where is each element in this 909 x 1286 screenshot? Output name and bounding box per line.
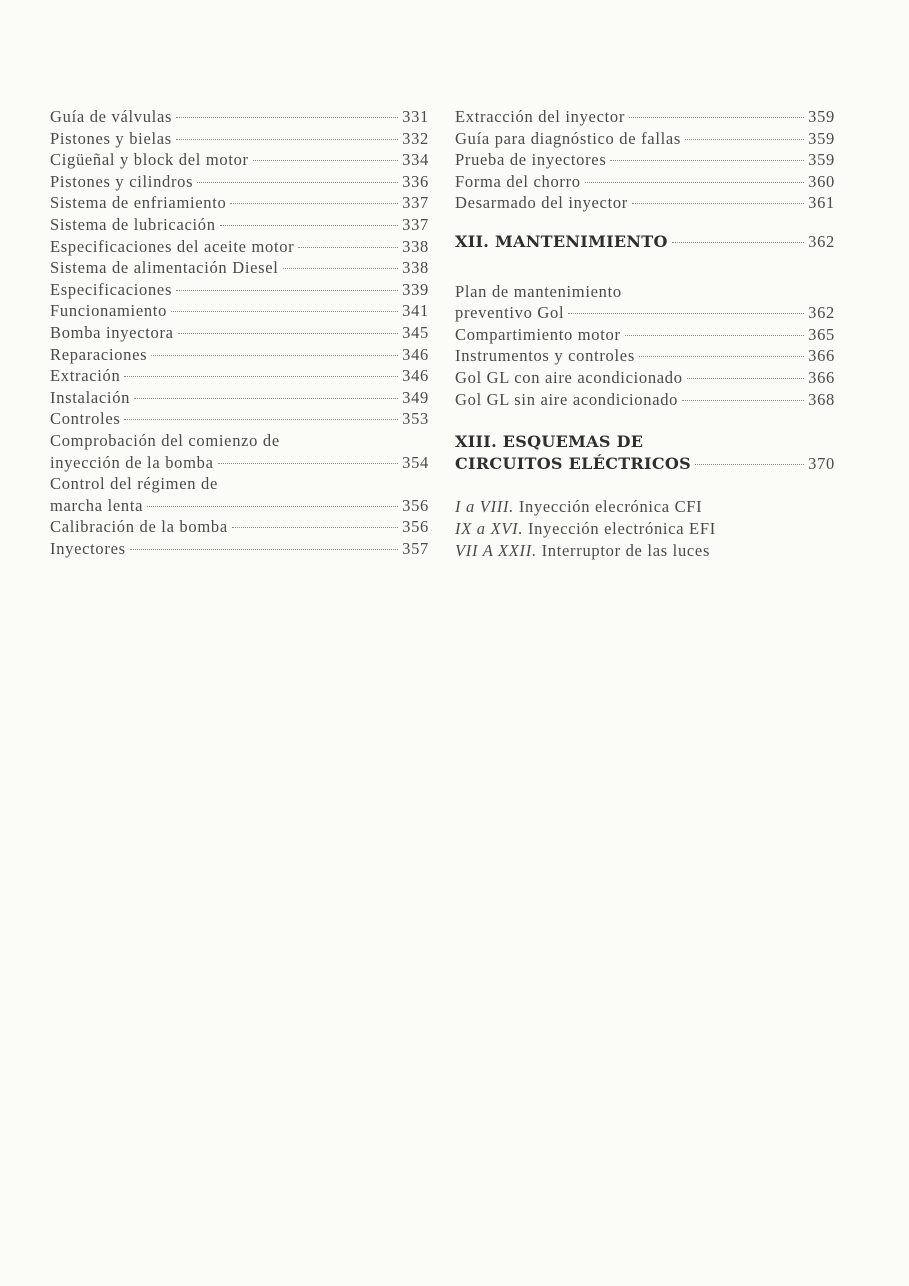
toc-entry[interactable] — [50, 365, 429, 387]
entry-page: 341 — [402, 301, 429, 321]
dot-leader — [230, 203, 398, 204]
entry-page: 366 — [808, 367, 835, 387]
dot-leader — [171, 311, 398, 312]
entry-label: Cigüeñal y block del motor — [50, 150, 249, 170]
entry-label: Pistones y bielas — [50, 128, 172, 148]
entry-label: Guía de válvulas — [50, 107, 173, 126]
entry-page: 349 — [402, 387, 429, 407]
entry-label: Especificaciones — [50, 279, 173, 299]
entry-page: 361 — [808, 193, 835, 213]
dot-leader — [695, 464, 804, 465]
dot-leader — [176, 117, 398, 118]
entry-label-line1: Control del régimen de — [50, 474, 218, 494]
entry-page: 362 — [808, 303, 835, 323]
toc-entry[interactable] — [50, 149, 429, 171]
toc-entry[interactable] — [455, 367, 835, 389]
circuit-item[interactable] — [455, 496, 835, 518]
toc-entry[interactable] — [455, 149, 835, 171]
toc-entry[interactable] — [50, 387, 429, 409]
section-page: 362 — [808, 231, 835, 251]
dot-leader — [232, 527, 398, 528]
dot-leader — [218, 463, 399, 464]
dot-leader — [283, 268, 399, 269]
dot-leader — [176, 139, 398, 140]
toc-entry[interactable] — [50, 236, 429, 258]
toc-right-column — [455, 106, 835, 561]
entry-label: Guía para diagnóstico de fallas — [455, 128, 682, 148]
circuit-item[interactable] — [455, 540, 835, 562]
entry-label: Calibración de la bomba — [50, 517, 228, 537]
entry-label: Sistema de enfriamiento — [50, 193, 227, 213]
entry-page: 359 — [808, 128, 835, 148]
entry-label: Funcionamiento — [50, 301, 168, 321]
entry-page: 356 — [402, 495, 429, 515]
entry-label: Sistema de alimentación Diesel — [50, 258, 279, 278]
toc-entry[interactable] — [50, 322, 429, 344]
entry-label: Forma del chorro — [455, 171, 581, 191]
toc-entry[interactable] — [50, 192, 429, 214]
toc-entry[interactable] — [50, 257, 429, 279]
toc-entry[interactable] — [50, 538, 429, 560]
entry-page: 346 — [402, 344, 429, 364]
circuit-item[interactable] — [455, 518, 835, 540]
dot-leader — [585, 182, 804, 183]
dot-leader — [220, 225, 398, 226]
section-page: 370 — [808, 453, 835, 473]
section-title: XII. MANTENIMIENTO — [455, 231, 668, 251]
entry-page: 366 — [808, 346, 835, 366]
toc-entry[interactable] — [50, 452, 429, 474]
entry-page: 345 — [402, 322, 429, 342]
entry-page: 353 — [402, 409, 429, 429]
toc-entry[interactable] — [455, 192, 835, 214]
toc-entry[interactable] — [455, 171, 835, 193]
toc-entry[interactable] — [50, 516, 429, 538]
toc-entry[interactable] — [50, 128, 429, 150]
dot-leader — [298, 247, 398, 248]
entry-label: Compartimiento motor — [455, 324, 621, 344]
section-heading-xii[interactable] — [455, 231, 835, 253]
dot-leader — [629, 117, 804, 118]
circuit-label: Inyección elecrónica CFI — [518, 497, 703, 517]
entry-label: Controles — [50, 409, 121, 429]
entry-label: Gol GL sin aire acondicionado — [455, 389, 679, 409]
dot-leader — [151, 355, 398, 356]
section-title: CIRCUITOS ELÉCTRICOS — [455, 453, 691, 473]
entry-page: 338 — [402, 258, 429, 278]
entry-label: Bomba inyectora — [50, 322, 174, 342]
toc-entry[interactable] — [50, 279, 429, 301]
dot-leader — [672, 242, 804, 243]
dot-leader — [610, 160, 804, 161]
dot-leader — [134, 398, 398, 399]
entry-label: Extración — [50, 366, 121, 386]
entry-page: 336 — [402, 171, 429, 191]
entry-label: Prueba de inyectores — [455, 150, 607, 170]
entry-page: 334 — [402, 150, 429, 170]
entry-page: 332 — [402, 128, 429, 148]
toc-entry[interactable] — [455, 389, 835, 411]
dot-leader — [568, 313, 804, 314]
toc-entry[interactable] — [50, 171, 429, 193]
circuit-range: IX a XVI. — [455, 518, 524, 538]
entry-label: marcha lenta — [50, 495, 144, 515]
section-heading-xiii-line1[interactable]: XIII. ESQUEMAS DE — [455, 432, 644, 452]
entry-page: 354 — [402, 452, 429, 472]
toc-entry[interactable] — [455, 324, 835, 346]
entry-label: Instalación — [50, 387, 131, 407]
dot-leader — [178, 333, 398, 334]
entry-page: 331 — [402, 107, 429, 126]
entry-label: Sistema de lubricación — [50, 214, 216, 234]
entry-page: 359 — [808, 107, 835, 126]
entry-label: Inyectores — [50, 538, 126, 558]
dot-leader — [682, 400, 804, 401]
entry-page: 357 — [402, 538, 429, 558]
toc-entry[interactable] — [50, 344, 429, 366]
section-heading-xiii[interactable] — [455, 453, 835, 475]
dot-leader — [197, 182, 398, 183]
entry-label: Gol GL con aire acondicionado — [455, 367, 683, 387]
dot-leader — [124, 419, 398, 420]
toc-entry[interactable] — [455, 345, 835, 367]
toc-entry[interactable] — [455, 302, 835, 324]
entry-label-line1: Plan de mantenimiento — [455, 281, 622, 301]
toc-entry[interactable] — [50, 495, 429, 517]
entry-label: Extracción del inyector — [455, 107, 626, 126]
circuit-label: Inyección electrónica EFI — [527, 518, 716, 538]
toc-entry[interactable] — [455, 106, 835, 128]
dot-leader — [687, 378, 804, 379]
circuit-range: I a VIII. — [455, 497, 514, 517]
entry-page: 359 — [808, 150, 835, 170]
entry-label-line1: Comprobación del comienzo de — [50, 430, 280, 450]
entry-label: Especificaciones del aceite motor — [50, 236, 295, 256]
entry-page: 365 — [808, 324, 835, 344]
entry-page: 338 — [402, 236, 429, 256]
circuit-range: VII A XXII. — [455, 540, 537, 560]
entry-label: Instrumentos y controles — [455, 346, 635, 366]
toc-entry[interactable] — [50, 408, 429, 430]
dot-leader — [685, 139, 804, 140]
entry-page: 356 — [402, 517, 429, 537]
dot-leader — [632, 203, 804, 204]
dot-leader — [639, 356, 804, 357]
toc-left-column — [50, 106, 429, 559]
dot-leader — [124, 376, 398, 377]
entry-page: 360 — [808, 171, 835, 191]
entry-page: 368 — [808, 389, 835, 409]
dot-leader — [253, 160, 398, 161]
dot-leader — [625, 335, 804, 336]
entry-label: Reparaciones — [50, 344, 148, 364]
entry-page: 337 — [402, 193, 429, 213]
toc-entry[interactable] — [50, 106, 429, 128]
dot-leader — [176, 290, 398, 291]
entry-label: Pistones y cilindros — [50, 171, 194, 191]
toc-entry[interactable] — [50, 300, 429, 322]
toc-entry[interactable] — [455, 128, 835, 150]
toc-entry[interactable] — [50, 214, 429, 236]
circuit-label: Interruptor de las luces — [541, 540, 711, 560]
dot-leader — [147, 506, 398, 507]
entry-label: Desarmado del inyector — [455, 193, 629, 213]
entry-page: 346 — [402, 366, 429, 386]
dot-leader — [130, 549, 398, 550]
entry-label: inyección de la bomba — [50, 452, 214, 472]
entry-page: 337 — [402, 214, 429, 234]
entry-page: 339 — [402, 279, 429, 299]
entry-label: preventivo Gol — [455, 303, 565, 323]
